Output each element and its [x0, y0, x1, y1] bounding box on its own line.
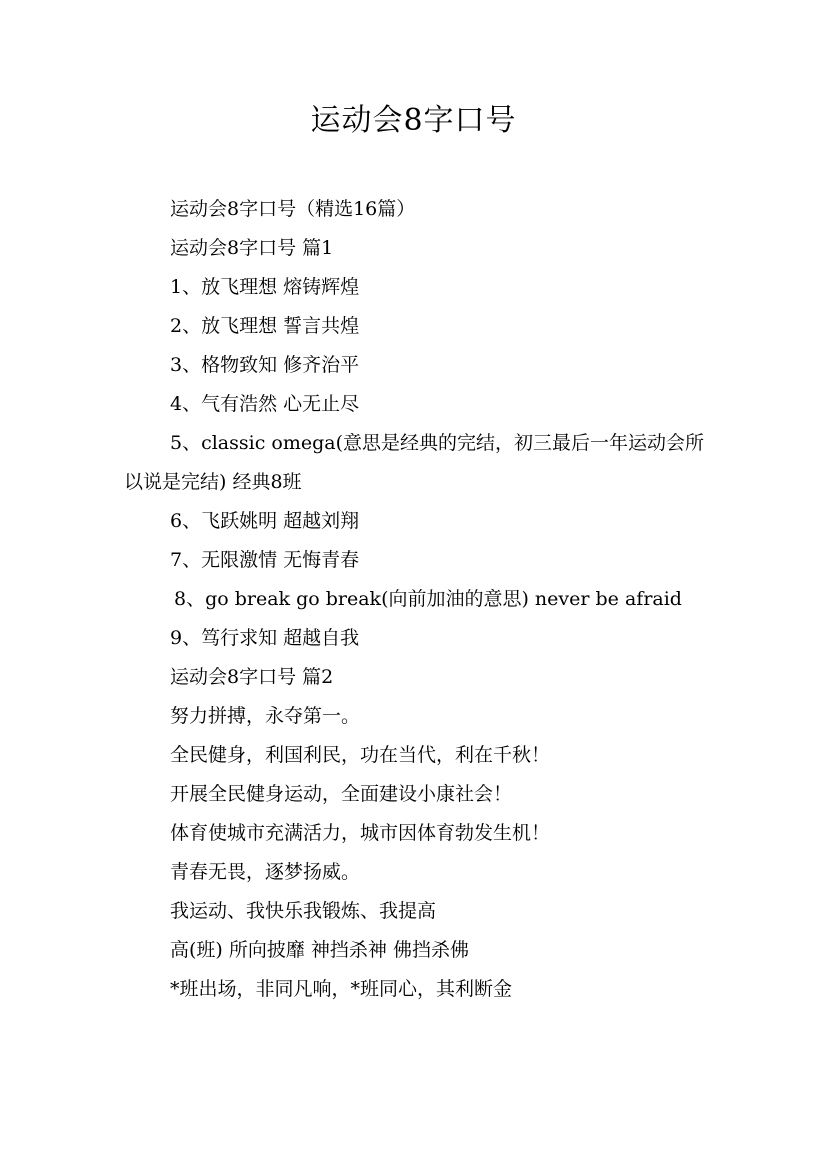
document-body	[124, 190, 704, 1009]
slogan-8: 8、go break go break(向前加油的意思) never be afraid	[174, 588, 682, 610]
slogan-5: 5、classic omega(意思是经典的完结，初三最后一年运动会所以说是完结) 经典8班	[124, 432, 704, 493]
section-heading-2: 运动会8字口号 篇2	[170, 666, 334, 688]
slogan-16: 高(班) 所向披靡 神挡杀神 佛挡杀佛	[170, 939, 469, 961]
slogan-10: 努力拼搏，永夺第一。	[170, 705, 361, 727]
section-heading-1: 运动会8字口号 篇1	[170, 237, 334, 259]
paragraph-intro: 运动会8字口号（精选16篇）	[170, 198, 416, 220]
slogan-6: 6、飞跃姚明 超越刘翔	[170, 510, 360, 532]
slogan-1: 1、放飞理想 熔铸辉煌	[170, 276, 360, 298]
document-title: 运动会8字口号	[310, 103, 517, 138]
slogan-9: 9、笃行求知 超越自我	[170, 627, 360, 649]
slogan-4: 4、气有浩然 心无止尽	[170, 393, 360, 415]
slogan-12: 开展全民健身运动，全面建设小康社会！	[170, 783, 513, 805]
slogan-3: 3、格物致知 修齐治平	[170, 354, 360, 376]
slogan-7: 7、无限激情 无悔青春	[170, 549, 360, 571]
slogan-11: 全民健身，利国利民，功在当代，利在千秋！	[170, 744, 551, 766]
slogan-14: 青春无畏，逐梦扬威。	[170, 861, 361, 883]
slogan-13: 体育使城市充满活力，城市因体育勃发生机！	[170, 822, 551, 844]
slogan-2: 2、放飞理想 誓言共煌	[170, 315, 360, 337]
slogan-17: *班出场，非同凡响，*班同心，其利断金	[170, 978, 513, 1000]
slogan-15: 我运动、我快乐我锻炼、我提高	[170, 900, 437, 922]
